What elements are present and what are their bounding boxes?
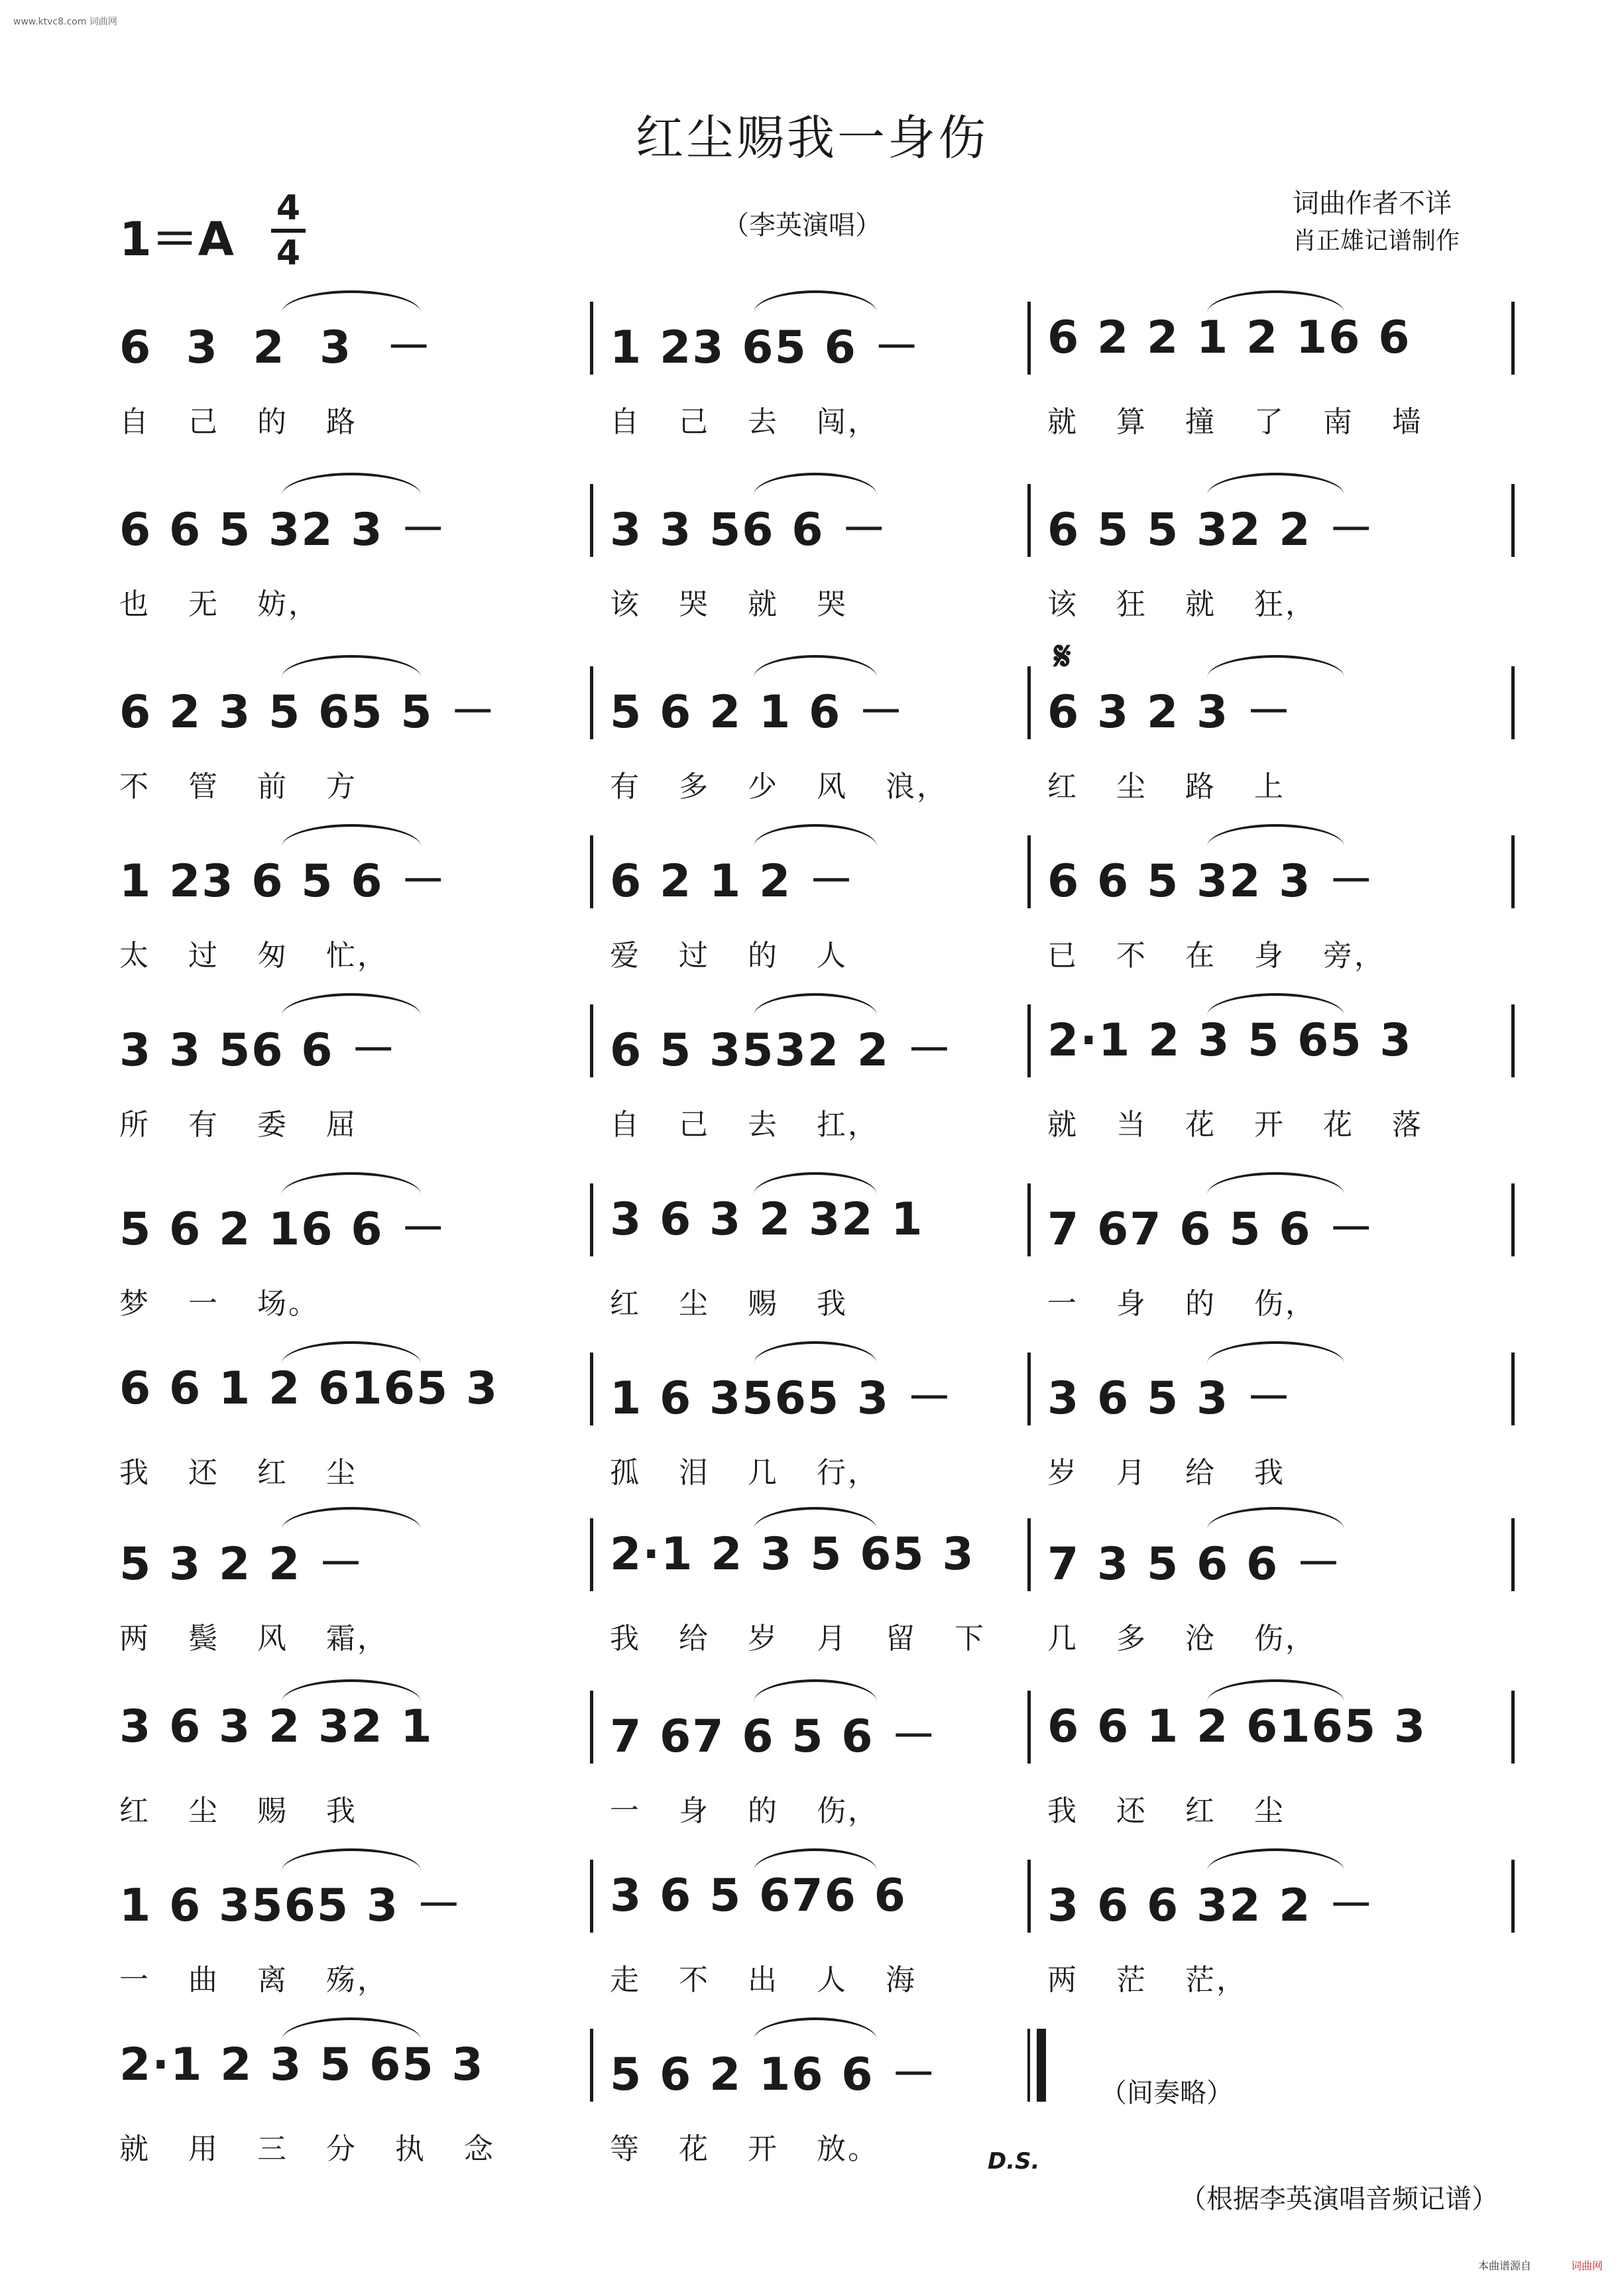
measure-lyrics: 我 还 红 尘 [119, 1456, 357, 1490]
meter-top: 4 [276, 188, 301, 228]
lyrics-line [119, 1101, 1505, 1140]
measure-notes: 6 2 2 1 2 16 6 [1047, 312, 1411, 364]
measure-lyrics: 红 尘 路 上 [1047, 770, 1285, 804]
measure-lyrics: 就 当 花 开 花 落 [1047, 1108, 1423, 1142]
barline [1027, 302, 1031, 375]
song-title: 红尘赐我一身伤 [635, 110, 988, 166]
lyrics-line [119, 932, 1505, 971]
measure-lyrics: 梦 一 场。 [119, 1287, 319, 1321]
measure-notes: 6 6 5 32 3 － [1047, 855, 1375, 908]
site-watermark: www.ktvc8.com 词曲网 [13, 17, 117, 27]
slur-mark [754, 993, 877, 1016]
barline [590, 1691, 593, 1764]
measure-lyrics: 两 茫 茫， [1047, 1963, 1247, 1997]
slur-mark [282, 1848, 421, 1871]
slur-mark [1207, 290, 1344, 313]
slur-mark [282, 1172, 421, 1195]
measure-notes: 6 6 1 2 6165 3 [119, 1362, 499, 1415]
score-row [119, 494, 1505, 627]
barline [1027, 1183, 1031, 1256]
score-row [119, 1701, 1505, 1833]
slur-mark [754, 1507, 877, 1530]
measure-notes: 1 6 3565 3 － [610, 1372, 953, 1425]
barline [1511, 1518, 1515, 1591]
notes-line [119, 1528, 1505, 1591]
slur-mark [282, 473, 421, 495]
notes-line [119, 1362, 1505, 1425]
measure-notes: 5 3 2 2 － [119, 1538, 365, 1591]
slur-mark [1207, 655, 1344, 678]
lyrics-line [119, 1449, 1505, 1488]
slur-mark [754, 1679, 877, 1702]
measure-lyrics: 该 哭 就 哭 [610, 587, 848, 621]
final-barline-thin [1027, 2029, 1030, 2102]
lyrics-line [119, 762, 1505, 802]
barline [1027, 1004, 1031, 1077]
barline [1511, 1860, 1515, 1933]
barline [590, 2029, 593, 2102]
notes-line [119, 1870, 1505, 1932]
barline [590, 484, 593, 557]
slur-mark [754, 290, 877, 313]
barline [590, 1183, 593, 1256]
notes-line [119, 845, 1505, 908]
slur-mark [282, 1341, 421, 1364]
slur-mark [282, 824, 421, 847]
notes-line [119, 1193, 1505, 1256]
barline [1511, 1691, 1515, 1764]
measure-lyrics: 太 过 匆 忙， [119, 939, 388, 973]
measure-notes: 6 6 5 32 3 － [119, 504, 447, 556]
slur-mark [282, 1679, 421, 1702]
lyrics-line [119, 1787, 1505, 1827]
measure-lyrics: 孤 泪 几 行， [610, 1456, 879, 1490]
transcriber-credit: 肖正雄记谱制作 [1293, 227, 1460, 255]
ds-mark: D.S. [988, 2148, 1040, 2175]
measure-lyrics: 已 不 在 身 旁， [1047, 939, 1385, 973]
score-row [119, 1528, 1505, 1661]
measure-notes: 5 6 2 16 6 － [119, 1203, 447, 1256]
measure-lyrics: 走 不 出 人 海 [610, 1963, 917, 1997]
score-row [119, 676, 1505, 809]
slur-mark [1207, 1341, 1344, 1364]
slur-mark [1207, 824, 1344, 847]
measure-notes: 3 3 56 6 － [610, 504, 888, 556]
barline [1511, 666, 1515, 739]
measure-notes: 6 3 2 3 － [119, 322, 433, 374]
measure-notes: 3 6 3 2 32 1 [119, 1701, 434, 1753]
slur-mark [754, 824, 877, 847]
source-note: （根据李英演唱音频记谱） [1180, 2184, 1498, 2214]
measure-lyrics: 我 给 岁 月 留 下 [610, 1622, 986, 1655]
slur-mark [754, 473, 877, 495]
notes-line [119, 1014, 1505, 1077]
barline [1511, 484, 1515, 557]
lyrics-line [119, 1280, 1505, 1319]
measure-lyrics: 自 己 去 闯， [610, 405, 879, 439]
barline [1511, 835, 1515, 908]
notes-line [119, 494, 1505, 556]
footer-source-label: 本曲谱源自 [1478, 2259, 1532, 2272]
barline [1027, 1691, 1031, 1764]
measure-notes: 3 6 5 3 － [1047, 1372, 1293, 1425]
score-row [119, 845, 1505, 978]
barline [590, 302, 593, 375]
segno-sign: 𝄋 [1054, 633, 1071, 680]
barline [590, 835, 593, 908]
measure-lyrics: 所 有 委 屈 [119, 1108, 357, 1142]
measure-notes: 6 6 1 2 6165 3 [1047, 1701, 1427, 1753]
measure-lyrics: 不 管 前 方 [119, 770, 357, 804]
measure-notes: 6 5 5 32 2 － [1047, 504, 1375, 556]
lyrics-line [119, 580, 1505, 620]
score-row [119, 1362, 1505, 1495]
barline [590, 666, 593, 739]
barline [590, 1004, 593, 1077]
measure-notes: 3 6 5 676 6 [610, 1870, 907, 1922]
measure-lyrics: 自 己 的 路 [119, 405, 357, 439]
measure-notes: 7 3 5 6 6 － [1047, 1538, 1342, 1591]
measure-lyrics: 就 算 撞 了 南 墙 [1047, 405, 1423, 439]
footer-site-label: 词曲网 [1571, 2259, 1603, 2272]
meter-bottom: 4 [276, 233, 301, 273]
barline [1027, 835, 1031, 908]
slur-mark [1207, 473, 1344, 495]
measure-notes: 1 6 3565 3 － [119, 1880, 463, 1932]
lyrics-line [119, 2125, 1505, 2165]
measure-lyrics: 几 多 沧 伤， [1047, 1622, 1316, 1655]
measure-notes: 2·1 2 3 5 65 3 [1047, 1014, 1413, 1067]
barline [590, 1518, 593, 1591]
interlude-note: （间奏略） [1100, 2078, 1233, 2108]
measure-lyrics: 一 曲 离 殇， [119, 1963, 388, 1997]
measure-lyrics: 两 鬓 风 霜， [119, 1622, 388, 1655]
slur-mark [754, 2017, 877, 2040]
measure-notes: 1 23 65 6 － [610, 322, 921, 374]
barline [1027, 484, 1031, 557]
score-row [119, 1193, 1505, 1326]
barline [1511, 1183, 1515, 1256]
slur-mark [282, 290, 421, 313]
measure-notes: 2·1 2 3 5 65 3 [610, 1528, 975, 1581]
slur-mark [754, 1172, 877, 1195]
slur-mark [754, 1848, 877, 1871]
measure-lyrics: 爱 过 的 人 [610, 939, 848, 973]
barline [1511, 1352, 1515, 1425]
slur-mark [1207, 993, 1344, 1016]
measure-lyrics: 一 身 的 伤， [1047, 1287, 1316, 1321]
score-row [119, 1870, 1505, 2002]
measure-lyrics: 我 还 红 尘 [1047, 1794, 1285, 1828]
composer-credit: 词曲作者不详 [1293, 188, 1452, 219]
barline [1511, 302, 1515, 375]
slur-mark [1207, 1848, 1344, 1871]
slur-mark [1207, 1507, 1344, 1530]
slur-mark [282, 1507, 421, 1530]
barline [590, 1352, 593, 1425]
lyrics-line [119, 1956, 1505, 1996]
measure-notes: 7 67 6 5 6 － [1047, 1203, 1375, 1256]
notes-line [119, 1701, 1505, 1763]
barline [1027, 666, 1031, 739]
barline [1027, 1352, 1031, 1425]
measure-lyrics: 一 身 的 伤， [610, 1794, 879, 1828]
measure-notes: 6 2 1 2 － [610, 855, 855, 908]
time-signature [268, 189, 308, 272]
measure-notes: 7 67 6 5 6 － [610, 1711, 938, 1763]
score-row [119, 1014, 1505, 1147]
slur-mark [754, 1341, 877, 1364]
measure-notes: 6 2 3 5 65 5 － [119, 686, 497, 739]
slur-mark [754, 655, 877, 678]
measure-lyrics: 有 多 少 风 浪， [610, 770, 948, 804]
measure-notes: 5 6 2 16 6 － [610, 2049, 938, 2101]
notes-line [119, 676, 1505, 739]
measure-lyrics: 就 用 三 分 执 念 [119, 2132, 495, 2166]
lyrics-line [119, 398, 1505, 438]
barline [1027, 1860, 1031, 1933]
measure-lyrics: 红 尘 赐 我 [119, 1794, 357, 1828]
measure-notes: 3 6 3 2 32 1 [610, 1193, 924, 1246]
measure-lyrics: 等 花 开 放。 [610, 2132, 879, 2166]
measure-lyrics: 自 己 去 扛， [610, 1108, 879, 1142]
singer-credit: （李英演唱） [723, 210, 882, 241]
slur-mark [282, 655, 421, 678]
slur-mark [1207, 1679, 1344, 1702]
barline [1027, 1518, 1031, 1591]
slur-mark [1207, 1172, 1344, 1195]
measure-notes: 3 6 6 32 2 － [1047, 1880, 1375, 1932]
meter-bar [271, 229, 306, 233]
slur-mark [282, 2017, 421, 2040]
lyrics-line [119, 1614, 1505, 1654]
barline [1511, 1004, 1515, 1077]
final-barline-thick [1037, 2029, 1046, 2102]
measure-notes: 1 23 6 5 6 － [119, 855, 447, 908]
measure-lyrics: 该 狂 就 狂， [1047, 587, 1316, 621]
measure-lyrics: 也 无 妨， [119, 587, 319, 621]
measure-notes: 2·1 2 3 5 65 3 [119, 2039, 485, 2091]
notes-line [119, 312, 1505, 374]
measure-lyrics: 岁 月 给 我 [1047, 1456, 1285, 1490]
measure-notes: 6 5 3532 2 － [610, 1024, 953, 1077]
key-signature: 1＝A [119, 212, 234, 267]
barline [590, 1860, 593, 1933]
measure-notes: 3 3 56 6 － [119, 1024, 398, 1077]
measure-lyrics: 红 尘 赐 我 [610, 1287, 848, 1321]
score-row [119, 2039, 1505, 2171]
measure-notes: 6 3 2 3 － [1047, 686, 1293, 739]
measure-notes: 5 6 2 1 6 － [610, 686, 905, 739]
score-row [119, 312, 1505, 444]
slur-mark [282, 993, 421, 1016]
